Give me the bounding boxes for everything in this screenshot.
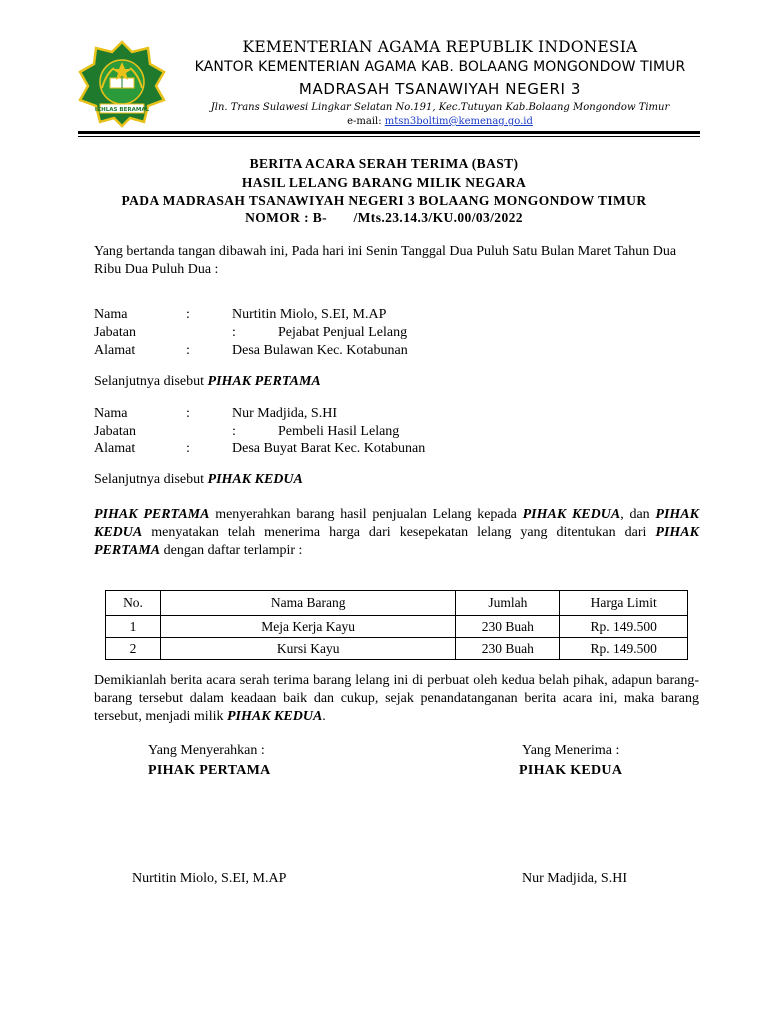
party2-alamat-colon: : (186, 441, 190, 456)
party2-alamat: Desa Buyat Barat Kec. Kotabunan (232, 441, 426, 456)
statement-party-2: PIHAK KEDUA (522, 507, 621, 522)
doc-title-2: HASIL LELANG BARANG MILIK NEGARA (241, 175, 527, 190)
header-harga-limit: Harga Limit (560, 591, 688, 616)
party2-jabatan-label: Jabatan (94, 424, 136, 439)
letterhead-rule-thin (78, 136, 700, 137)
email-link[interactable]: mtsn3boltim@kemenag.go.id (384, 116, 533, 127)
header-jumlah: Jumlah (456, 591, 560, 616)
closing-paragraph (94, 672, 699, 726)
right-sign-name: Nur Madjida, S.HI (522, 871, 627, 886)
party2-jabatan: Pembeli Hasil Lelang (278, 424, 400, 439)
table-row (106, 638, 688, 660)
doc-number: NOMOR : B- /Mts.23.14.3/KU.00/03/2022 (245, 210, 523, 225)
party1-jabatan-colon: : (232, 325, 236, 340)
header-nama-barang: Nama Barang (161, 591, 456, 616)
statement-party-3: PIHAK KEDUA (94, 507, 699, 540)
left-sign-role: Yang Menyerahkan : (148, 743, 265, 758)
party2-referred (94, 471, 303, 489)
intro-paragraph: Yang bertanda tangan dibawah ini, Pada hari ini Senin Tanggal Dua Puluh Satu Bulan Maret Tahun Dua Ribu Dua Puluh Dua : (94, 244, 677, 277)
closing-end: . (322, 709, 326, 724)
email-line (240, 116, 640, 127)
statement-paragraph (94, 506, 699, 560)
party1-nama-label: Nama (94, 307, 128, 322)
school-address: Jln. Trans Sulawesi Lingkar Selatan No.191, Kec.Tutuyan Kab.Bolaang Mongondow Timur (210, 102, 670, 113)
ministry-name: KEMENTERIAN AGAMA REPUBLIK INDONESIA (242, 38, 638, 56)
cell-nama-barang: Kursi Kayu (161, 638, 456, 660)
left-sign-name: Nurtitin Miolo, S.EI, M.AP (132, 871, 287, 886)
party2-nama: Nur Madjida, S.HI (232, 406, 337, 421)
party1-alamat-label: Alamat (94, 343, 136, 358)
party1-jabatan: Pejabat Penjual Lelang (278, 325, 408, 340)
cell-no: 1 (106, 616, 161, 638)
statement-text-4: dengan daftar terlampir : (160, 543, 303, 558)
right-sign-party: PIHAK KEDUA (519, 763, 623, 778)
party1-alamat-colon: : (186, 343, 190, 358)
party2-jabatan-colon: : (232, 424, 236, 439)
party2-nama-colon: : (186, 406, 190, 421)
items-table (105, 590, 688, 660)
right-sign-role: Yang Menerima : (522, 743, 620, 758)
logo-motto: IKHLAS BERAMAL (94, 107, 150, 113)
party1-referred-prefix: Selanjutnya disebut (94, 374, 208, 389)
doc-title-3: PADA MADRASAH TSANAWIYAH NEGERI 3 BOLAANG MONGONDOW TIMUR (121, 193, 647, 208)
party1-nama-colon: : (186, 307, 190, 322)
statement-text-2: , dan (620, 507, 656, 522)
letterhead-rule-thick (78, 131, 700, 134)
cell-no: 2 (106, 638, 161, 660)
email-label: e-mail: (347, 116, 385, 127)
school-name: MADRASAH TSANAWIYAH NEGERI 3 (298, 80, 582, 98)
party1-referred (94, 373, 321, 391)
cell-nama-barang: Meja Kerja Kayu (161, 616, 456, 638)
cell-harga-limit: Rp. 149.500 (560, 638, 688, 660)
header-no: No. (106, 591, 161, 616)
cell-harga-limit: Rp. 149.500 (560, 616, 688, 638)
closing-party: PIHAK KEDUA (226, 709, 323, 724)
party1-alamat: Desa Bulawan Kec. Kotabunan (232, 343, 408, 358)
table-header-row (106, 591, 688, 616)
party1-jabatan-label: Jabatan (94, 325, 136, 340)
closing-text: Demikianlah berita acara serah terima barang lelang ini di perbuat oleh kedua belah pihak, adapun barang-barang tersebut dalam keadaan baik dan cukup, sejak penandatanganan berita acara ini, maka barang tersebut, menjadi milik (94, 673, 699, 724)
table-row (106, 616, 688, 638)
cell-jumlah: 230 Buah (456, 638, 560, 660)
party1-referred-as: PIHAK PERTAMA (207, 374, 321, 389)
party2-referred-prefix: Selanjutnya disebut (94, 472, 208, 487)
office-name: KANTOR KEMENTERIAN AGAMA KAB. BOLAANG MONGONDOW TIMUR (194, 59, 686, 75)
statement-party-1: PIHAK PERTAMA (94, 507, 210, 522)
party2-nama-label: Nama (94, 406, 128, 421)
statement-text-1: menyerahkan barang hasil penjualan Lelang kepada (209, 507, 523, 522)
left-sign-party: PIHAK PERTAMA (148, 763, 271, 778)
party2-referred-as: PIHAK KEDUA (207, 472, 303, 487)
party1-nama: Nurtitin Miolo, S.EI, M.AP (232, 307, 387, 322)
statement-party-4: PIHAK PERTAMA (94, 525, 699, 558)
doc-title-1: BERITA ACARA SERAH TERIMA (BAST) (249, 156, 519, 171)
statement-text-3: menyatakan telah menerima harga dari kesepekatan lelang yang ditentukan dari (142, 525, 656, 540)
cell-jumlah: 230 Buah (456, 616, 560, 638)
party2-alamat-label: Alamat (94, 441, 136, 456)
